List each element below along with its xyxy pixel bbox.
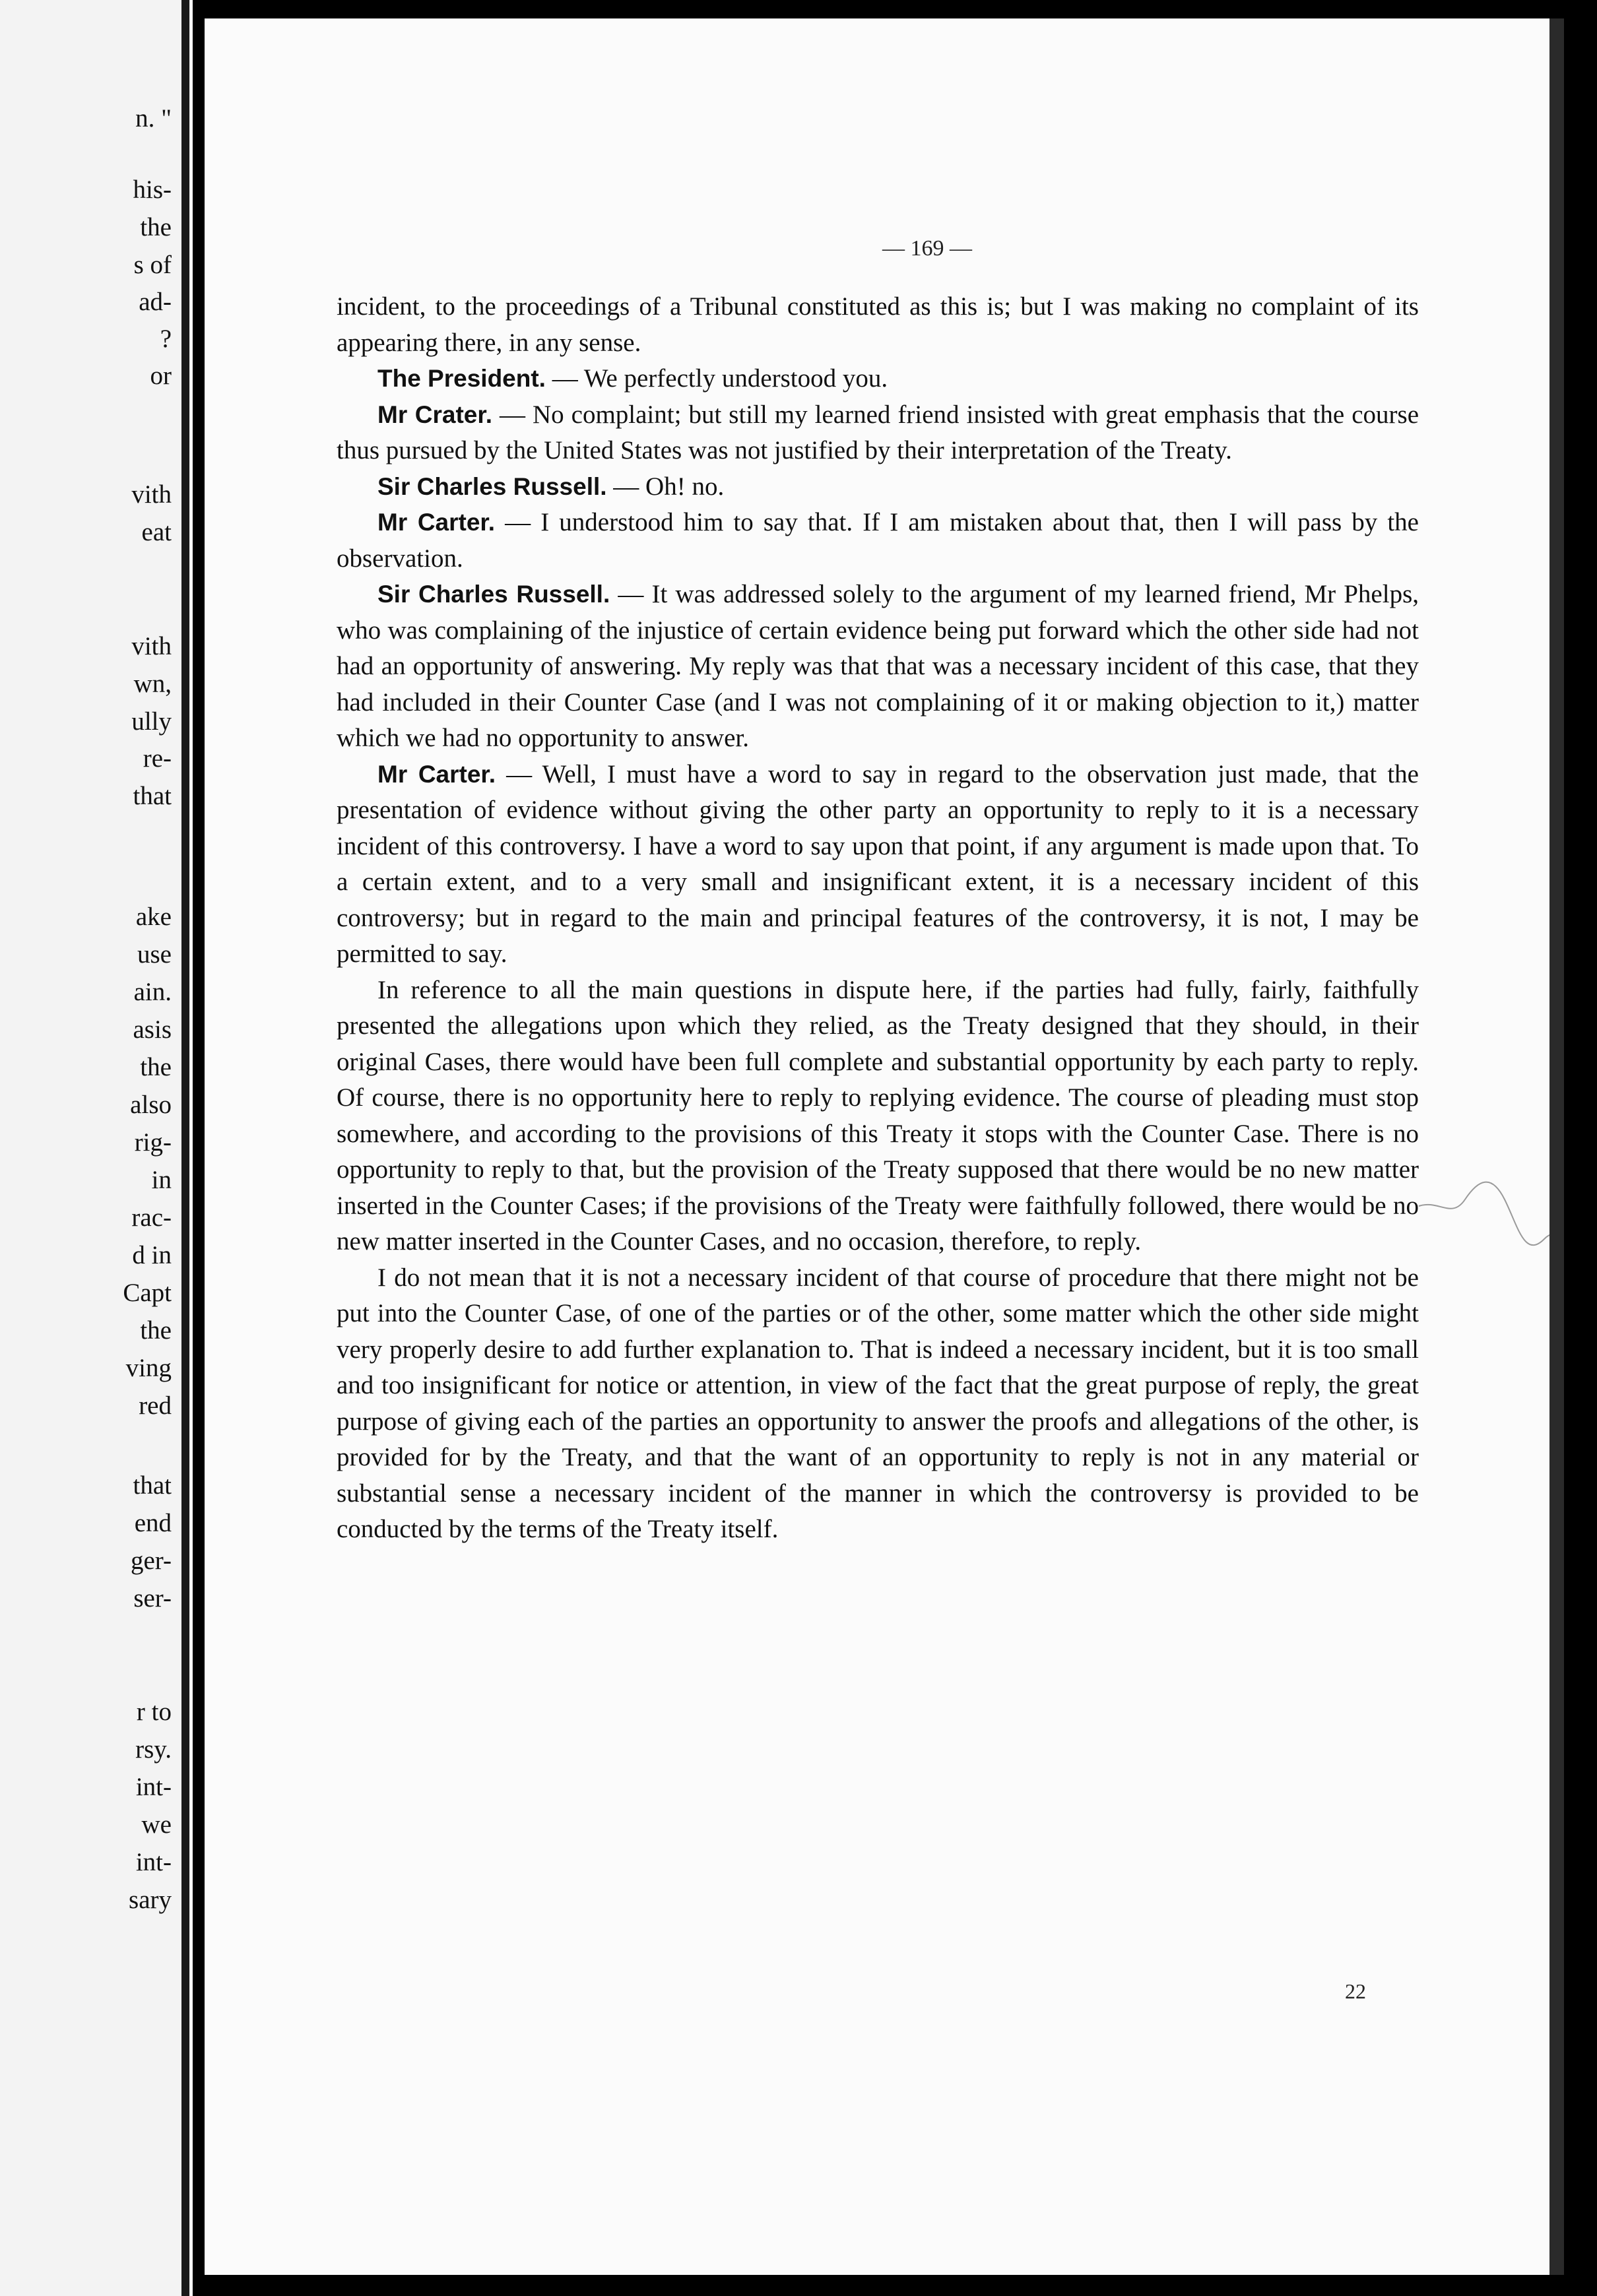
left-page-fragment: end — [134, 1509, 172, 1537]
paragraph-text: incident, to the proceedings of a Tribunal constituted as this is; but I was making no complaint of its appearing there, in any sense. — [337, 292, 1419, 357]
page-number: — 169 — — [882, 236, 972, 261]
speaker-name: Sir Charles Russell. — [377, 472, 607, 500]
left-page-fragment: ving — [125, 1354, 172, 1382]
left-page-fragment: rsy. — [135, 1735, 172, 1764]
left-page-fragment: or — [150, 362, 172, 390]
left-page-fragment: the — [140, 1316, 172, 1345]
left-page-fragment: int- — [135, 1773, 172, 1801]
left-page-fragment: r to — [136, 1698, 172, 1726]
speaker-name: Mr Carter. — [377, 760, 496, 788]
left-page-fragment: ? — [160, 325, 172, 353]
left-page-fragment: ain. — [133, 978, 172, 1006]
left-page-fragment: we — [141, 1810, 172, 1839]
left-page-fragment: n. " — [135, 104, 172, 133]
left-page-fragment: in — [151, 1166, 172, 1194]
left-page-fragment: ake — [135, 903, 172, 931]
paragraph-text: I do not mean that it is not a necessary incident of that course of procedure that there might not be put into the Counter Case, of one of the parties or of the other, some matter which the other side might very properly desire to add further explanation to. That is indeed a necessary incident, but it is too small and too insignificant for notice or attention, in view of the fact that the great purpose of reply, the great purpose of giving each of the parties an opportunity to answer the proofs and allegations of the other, is provided for by the Treaty, and that the want of an opportunity to reply is not in any material or substantial sense a necessary incident of the manner in which the controversy is provided to be conducted by the terms of the Treaty itself. — [337, 1263, 1419, 1543]
left-page-fragment: his- — [133, 175, 172, 204]
paragraph — [337, 469, 1419, 505]
paragraph-text: — I understood him to say that. If I am mistaken about that, then I will pass by the observation. — [337, 508, 1419, 573]
left-page-fragment: Capt — [123, 1279, 172, 1307]
left-page-fragment: eat — [141, 518, 172, 546]
left-page-fragment: d in — [132, 1241, 172, 1269]
right-page — [205, 18, 1564, 2275]
paragraph — [337, 289, 1419, 361]
paragraph — [337, 577, 1419, 757]
speaker-name: Mr Carter. — [377, 509, 496, 536]
left-page-fragment: asis — [133, 1015, 172, 1044]
left-facing-page — [0, 0, 193, 2296]
left-page-fragment: ger- — [130, 1547, 172, 1575]
left-page-fragment: re- — [143, 744, 172, 773]
left-page-fragment: rac- — [131, 1203, 172, 1232]
page-gutter — [181, 0, 189, 2296]
paragraph — [337, 973, 1419, 1260]
stray-fiber-mark — [1412, 1160, 1564, 1298]
page-edge-shadow — [1549, 18, 1564, 2275]
paragraph — [337, 1260, 1419, 1548]
left-page-fragment: red — [139, 1391, 172, 1420]
speaker-name: The President. — [377, 365, 546, 392]
left-page-fragment: that — [133, 782, 172, 810]
left-page-fragment: ser- — [133, 1584, 172, 1612]
left-page-fragment: int- — [135, 1848, 172, 1876]
paragraph-text: In reference to all the main questions in dispute here, if the parties had fully, fairly, faithfully presented the allegations upon which they relied, as the Treaty designed that they should, in their original Cases, there would have been full complete and substantial opportunity by each party to reply. Of course, there is no opportunity here to reply to replying evidence. The course of pleading must stop somewhere, and according to the provisions of this Treaty it stops with the Counter Case. There is no opportunity to reply to that, but the provision of the Treaty supposed that there would be no new matter inserted in the Counter Cases; if the provisions of the Treaty were faithfully followed, there would be no new matter inserted in the Counter Cases, and no occasion, therefore, to reply. — [337, 975, 1419, 1256]
paragraph-text: — Oh! no. — [606, 472, 725, 501]
left-page-fragment: vith — [131, 480, 172, 509]
paragraph — [337, 757, 1419, 973]
paragraph-text: — Well, I must have a word to say in regard to the observation just made, that the presentation of evidence without giving the other party an opportunity to reply to it is a necessary incident of this controversy. I have a word to say upon that point, if any argument is made upon that. To a certain extent, and to a very small and insignificant extent, it is a necessary incident of this controversy; but in regard to the main and principal features of the controversy, it is not, I may be permitted to say. — [337, 759, 1419, 968]
left-page-fragment: that — [133, 1471, 172, 1500]
paragraph-text: — It was addressed solely to the argument of my learned friend, Mr Phelps, who was complaining of the injustice of certain evidence being put forward which the other side had not had an opportunity of answering. My reply was that that was a necessary incident of this case, that they had included in their Counter Case (and I was not complaining of it or making objection to it,) matter which we had no opportunity to answer. — [337, 580, 1419, 752]
left-page-fragment: vith — [131, 632, 172, 660]
left-page-fragment: the — [140, 1053, 172, 1081]
paragraph — [337, 505, 1419, 577]
left-page-fragment: also — [130, 1091, 172, 1119]
paragraph-text: — No complaint; but still my learned friend insisted with great emphasis that the course thus pursued by the United States was not justified by their interpretation of the Treaty. — [337, 400, 1419, 464]
left-page-fragment: the — [140, 213, 172, 241]
left-page-fragment: ully — [131, 707, 172, 736]
left-page-fragment: sary — [129, 1886, 172, 1914]
paragraph — [337, 397, 1419, 469]
page-body — [337, 289, 1419, 1548]
paragraph — [337, 361, 1419, 397]
left-page-fragment: ad- — [139, 288, 172, 316]
left-page-fragment: use — [137, 940, 172, 969]
left-page-fragment: s of — [133, 251, 172, 279]
left-page-fragment: wn, — [133, 670, 172, 698]
left-page-fragment: rig- — [134, 1128, 172, 1157]
paragraph-text: — We perfectly understood you. — [545, 364, 888, 393]
signature-mark: 22 — [1345, 1979, 1366, 2003]
speaker-name: Sir Charles Russell. — [377, 581, 610, 608]
speaker-name: Mr Crater. — [377, 400, 492, 428]
